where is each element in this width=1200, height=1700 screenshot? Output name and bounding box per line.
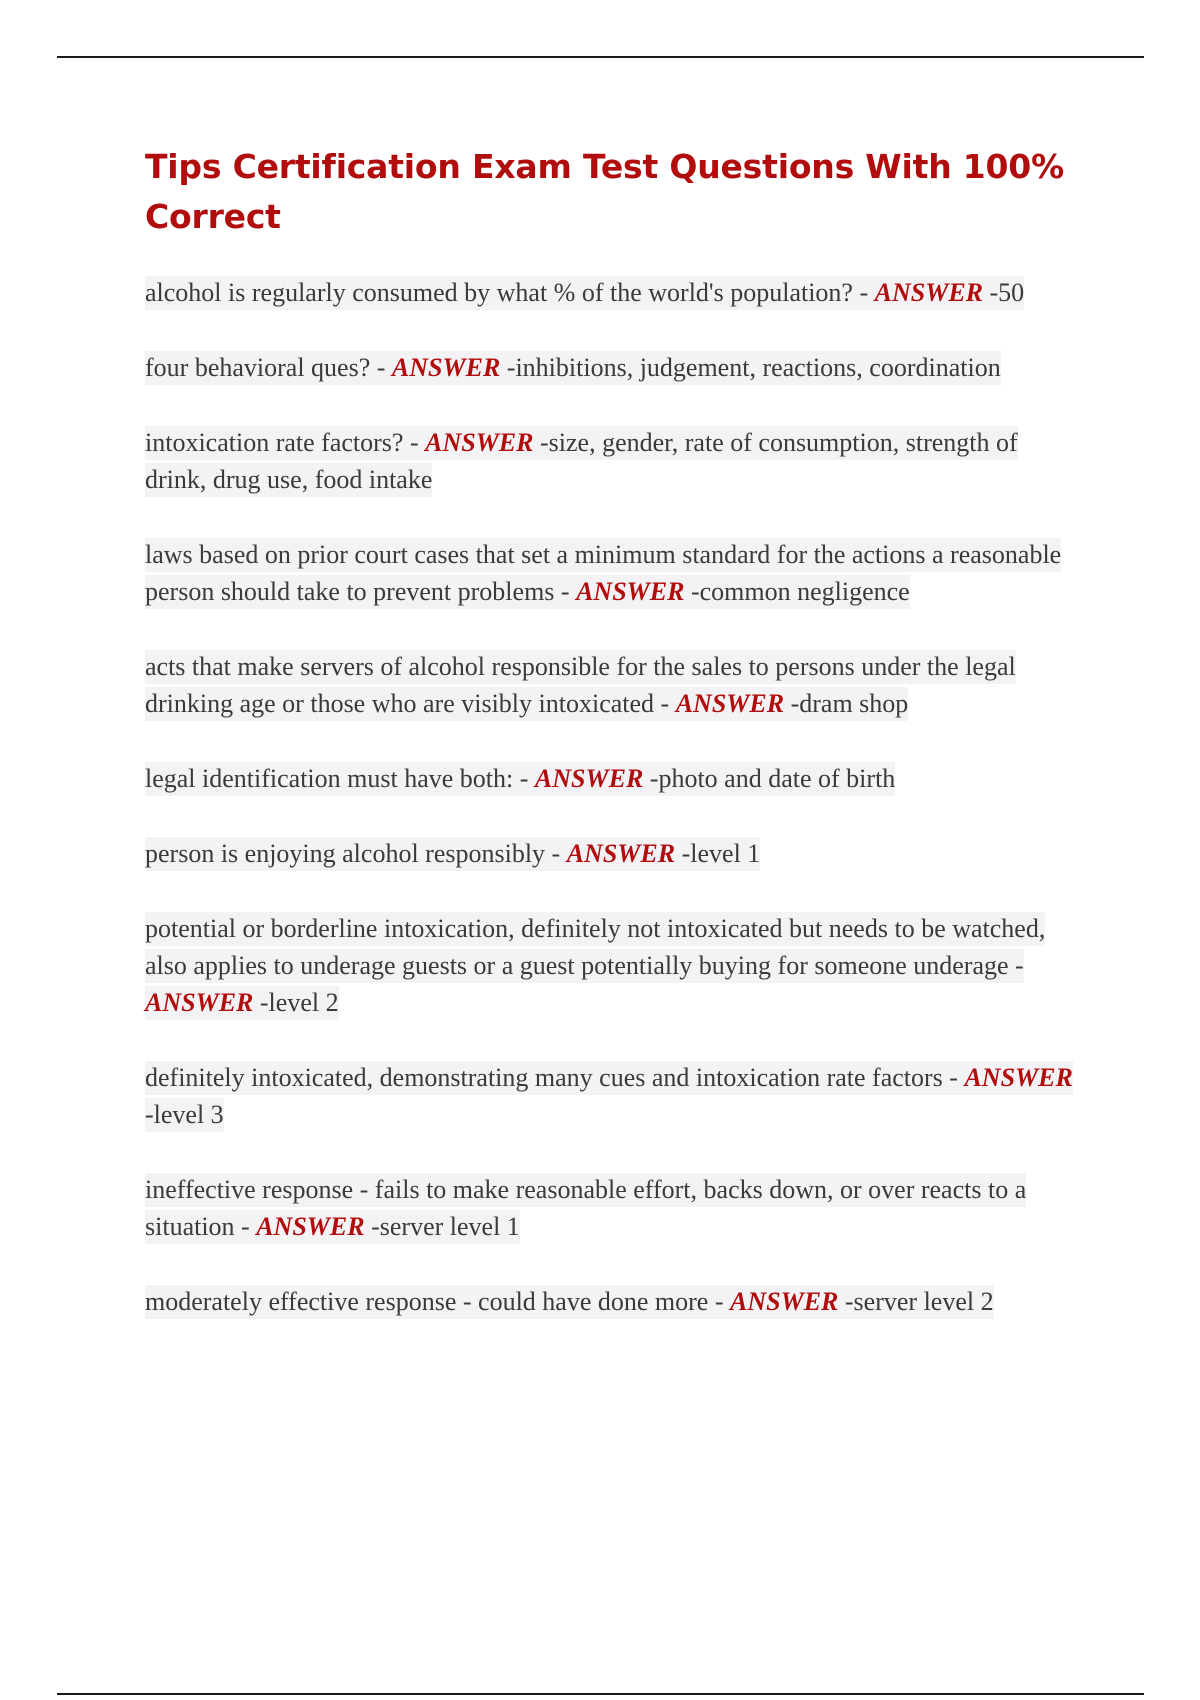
question-text: definitely intoxicated, demonstrating many cues and intoxication rate factors - (145, 1063, 965, 1092)
answer-text: -server level 1 (364, 1212, 520, 1241)
answer-text: -common negligence (684, 577, 910, 606)
answer-label: ANSWER (730, 1287, 839, 1316)
qa-item (145, 424, 1085, 498)
question-text: laws based on prior court cases that set a minimum standard for the actions a reasonable person should take to prevent problems - (145, 540, 1062, 606)
answer-label: ANSWER (566, 839, 676, 868)
header-rule (57, 56, 1144, 58)
question-text: intoxication rate factors? - (145, 428, 426, 457)
answer-label: ANSWER (256, 1212, 365, 1241)
answer-text: -level 1 (675, 839, 761, 868)
answer-text: -dram shop (784, 689, 909, 718)
answer-text: -level 3 (145, 1100, 224, 1129)
answer-label: ANSWER (675, 689, 785, 718)
question-text: ineffective response - fails to make reasonable effort, backs down, or over reacts to a situation - (145, 1175, 1027, 1241)
answer-label: ANSWER (534, 764, 644, 793)
question-text: person is enjoying alcohol responsibly - (145, 839, 567, 868)
answer-text: -size, gender, rate of consumption, strength of drink, drug use, food intake (145, 428, 1018, 494)
answer-label: ANSWER (145, 988, 254, 1017)
question-text: moderately effective response - could have done more - (145, 1287, 730, 1316)
question-text: potential or borderline intoxication, definitely not intoxicated but needs to be watched, also applies to underage guests or a guest potentially buying for someone underage - (145, 914, 1046, 980)
answer-text: -50 (983, 278, 1025, 307)
answer-label: ANSWER (576, 577, 685, 606)
question-text: alcohol is regularly consumed by what % of the world's population? - (145, 278, 875, 307)
answer-text: -server level 2 (838, 1287, 994, 1316)
qa-item (145, 1171, 1085, 1245)
answer-label: ANSWER (964, 1063, 1073, 1092)
answer-label: ANSWER (391, 353, 501, 382)
answer-label: ANSWER (874, 278, 984, 307)
qa-item (145, 349, 1085, 386)
question-text: acts that make servers of alcohol responsible for the sales to persons under the legal drinking age or those who are visibly intoxicated - (145, 652, 1016, 718)
qa-item (145, 536, 1085, 610)
qa-item (145, 910, 1085, 1021)
qa-item (145, 648, 1085, 722)
qa-item (145, 1283, 1085, 1320)
answer-text: -inhibitions, judgement, reactions, coordination (500, 353, 1001, 382)
footer-rule (57, 1693, 1144, 1695)
qa-item (145, 274, 1085, 311)
answer-text: -photo and date of birth (643, 764, 896, 793)
answer-text: -level 2 (253, 988, 339, 1017)
question-text: four behavioral ques? - (145, 353, 392, 382)
page-title: Tips Certification Exam Test Questions With 100% Correct (145, 147, 1064, 236)
qa-item (145, 1059, 1085, 1133)
question-text: legal identification must have both: - (145, 764, 535, 793)
qa-item (145, 835, 1085, 872)
answer-label: ANSWER (425, 428, 534, 457)
document-body (145, 142, 1085, 1358)
qa-item (145, 760, 1085, 797)
